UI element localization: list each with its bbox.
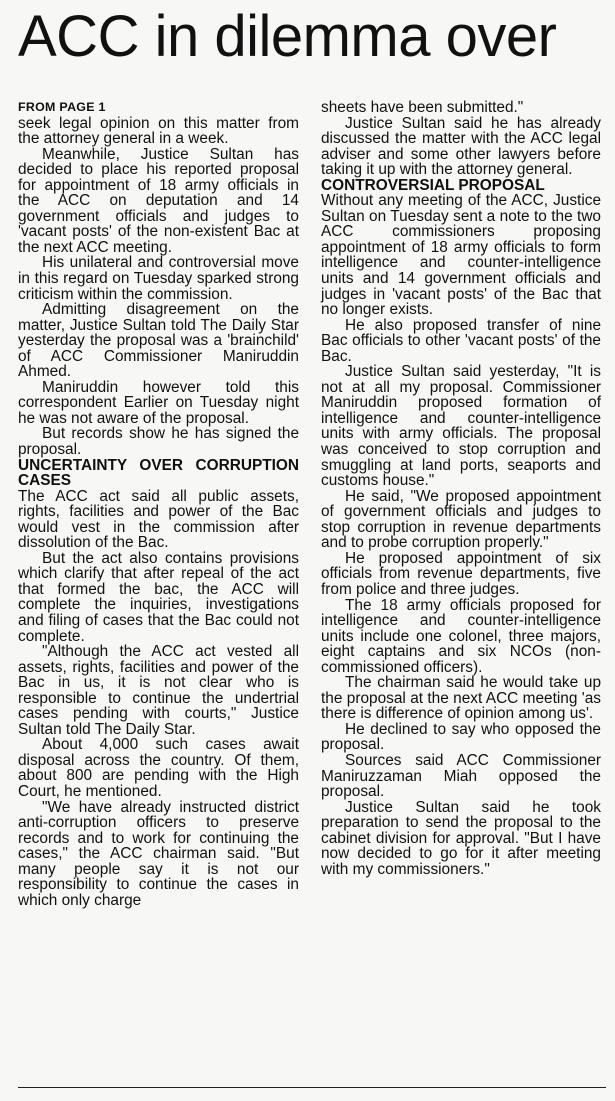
headline: ACC in dilemma over bbox=[18, 4, 557, 69]
paragraph: Justice Sultan said he took preparation to send the proposal to the cabinet division for approval. "But I have now decided to go for it after meeting with my commissioners." bbox=[321, 798, 601, 878]
paragraph: Maniruddin however told this correspondent Earlier on Tuesday night he was not aware of the proposal. bbox=[18, 378, 299, 427]
paragraph: His unilateral and controversial move in this regard on Tuesday sparked strong criticism within the commission. bbox=[18, 254, 299, 303]
subheading: CONTROVERSIAL PROPOSAL bbox=[321, 176, 545, 194]
paragraph: He proposed appointment of six officials from revenue departments, five from police and three judges. bbox=[321, 549, 601, 598]
paragraph: "Although the ACC act vested all assets, rights, facilities and power of the Bac in us, it is not clear who is responsible to continue the undertrial cases pending with courts," Justice Sultan told The Daily Star. bbox=[18, 643, 299, 738]
paragraph: About 4,000 such cases await disposal across the country. Of them, about 800 are pending with the High Court, he mentioned. bbox=[18, 736, 299, 801]
paragraph: Meanwhile, Justice Sultan has decided to place his reported proposal for appointment of 18 army officials in the ACC on deputation and 14 government officials and judges to 'vacant posts' of the non-existent Bac at the next ACC meeting. bbox=[18, 145, 299, 256]
subheading: UNCERTAINTY OVER CORRUPTION CASES bbox=[18, 456, 299, 490]
paragraph: Admitting disagreement on the matter, Justice Sultan told The Daily Star yesterday the proposal was a 'brainchild' of ACC Commissioner Maniruddin Ahmed. bbox=[18, 301, 299, 381]
bottom-rule bbox=[18, 1087, 606, 1088]
paragraph: The ACC act said all public assets, rights, facilities and power of the Bac would vest in the commission after dissolution of the Bac. bbox=[18, 487, 299, 552]
paragraph: The 18 army officials proposed for intelligence and counter-intelligence units include one colonel, three majors, eight captains and six NCOs (non-commissioned officers). bbox=[321, 596, 601, 676]
paragraph: The chairman said he would take up the proposal at the next ACC meeting 'as there is difference of opinion among us'. bbox=[321, 674, 601, 723]
paragraph: He also proposed transfer of nine Bac officials to other 'vacant posts' of the Bac. bbox=[321, 316, 601, 365]
paragraph: seek legal opinion on this matter from the attorney general in a week. bbox=[18, 114, 299, 148]
paragraph: He declined to say who opposed the proposal. bbox=[321, 720, 601, 754]
article-column-left bbox=[18, 100, 299, 908]
paragraph: Justice Sultan said he has already discussed the matter with the ACC legal adviser and some other lawyers before taking it up with the attorney general. bbox=[321, 114, 601, 179]
paragraph: But records show he has signed the proposal. bbox=[18, 425, 299, 458]
paragraph: Sources said ACC Commissioner Maniruzzaman Miah opposed the proposal. bbox=[321, 751, 601, 801]
paragraph: He said, "We proposed appointment of government officials and judges to stop corruption in revenue departments and to probe corruption properly." bbox=[321, 487, 601, 552]
paragraph: "We have already instructed district anti-corruption officers to preserve records and to work for continuing the cases," the ACC chairman said. "But many people say it is not our responsibility to continue the cases in which only charge bbox=[18, 798, 299, 909]
paragraph: But the act also contains provisions which clarify that after repeal of the act that formed the bac, the ACC will complete the inquiries, investigations and filing of cases that the Bac could not complete. bbox=[18, 549, 299, 645]
continuation-kicker: FROM PAGE 1 bbox=[18, 100, 106, 114]
paragraph: Without any meeting of the ACC, Justice Sultan on Tuesday sent a note to the two ACC commissioners proposing appointment of 18 army officials to form intelligence and counter-intelligence units and 14 government officials and judges in 'vacant posts' of the Bac that no longer exists. bbox=[321, 192, 601, 319]
article-column-right bbox=[321, 100, 601, 877]
paragraph: sheets have been submitted." bbox=[321, 99, 524, 116]
paragraph: Justice Sultan said yesterday, "It is not at all my proposal. Commissioner Maniruddin proposed formation of intelligence and counter-intelligence units with army officials. The proposal was conceived to stop corruption and smuggling at land ports, seaports and customs house." bbox=[321, 363, 601, 490]
